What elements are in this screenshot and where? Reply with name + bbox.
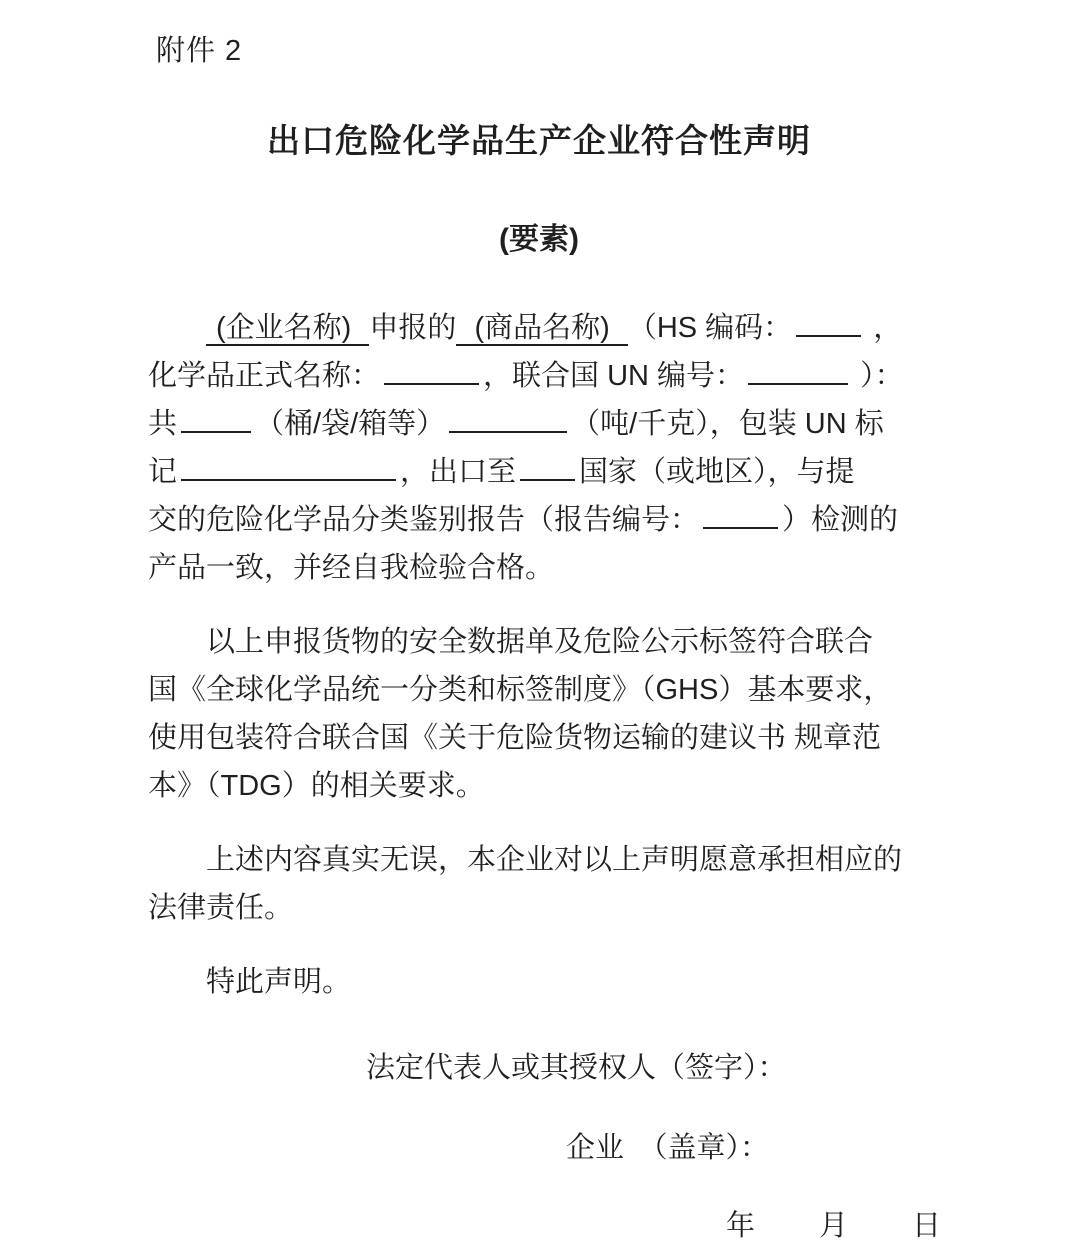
text-segment: 以上申报货物的安全数据单及危险公示标签符合联合 xyxy=(206,626,874,658)
underlined-field: (企业名称) xyxy=(206,312,369,346)
body-line xyxy=(148,762,930,810)
text-segment: 共 xyxy=(148,408,178,440)
text-segment: 国家（或地区），与提 xyxy=(579,456,855,488)
body-line xyxy=(148,714,930,762)
body-line xyxy=(148,304,930,352)
text-segment: （桶/袋/箱等） xyxy=(255,408,446,440)
page-title: 出口危险化学品生产企业符合性声明 xyxy=(267,122,811,159)
paragraph xyxy=(148,958,930,1006)
blank-field xyxy=(520,475,575,481)
text-segment: 申报的 xyxy=(369,312,457,344)
attachment-label: 附件 2 xyxy=(156,35,243,67)
document-body xyxy=(148,304,930,1006)
body-line xyxy=(148,544,930,592)
blank-field xyxy=(449,427,567,433)
text-segment: 特此声明。 xyxy=(206,966,352,998)
text-segment: 记 xyxy=(148,456,178,488)
blank-field xyxy=(384,379,479,385)
signature-legal-rep-label: 法定代表人或其授权人（签字）： xyxy=(366,1052,787,1084)
paragraph xyxy=(148,304,930,592)
underlined-field: (商品名称) xyxy=(456,312,627,346)
body-line xyxy=(148,666,930,714)
text-segment: 交的危险化学品分类鉴别报告（报告编号： xyxy=(148,504,700,536)
blank-field xyxy=(181,475,396,481)
page-subtitle: (要素) xyxy=(499,223,579,256)
text-segment: （HS 编码： xyxy=(627,312,793,344)
body-line xyxy=(148,496,930,544)
text-segment: 上述内容真实无误，本企业对以上声明愿意承担相应的 xyxy=(206,844,903,876)
signature-date-line: 年 月 日 xyxy=(726,1210,944,1242)
text-segment: 产品一致，并经自我检验合格。 xyxy=(148,552,555,584)
text-segment: ，出口至 xyxy=(400,456,517,488)
body-line xyxy=(148,884,930,932)
text-segment: ）检测的 xyxy=(782,504,899,536)
text-segment: 国《全球化学品统一分类和标签制度》（GHS）基本要求， xyxy=(148,674,893,706)
body-line xyxy=(148,958,930,1006)
paragraph xyxy=(148,618,930,810)
text-segment: 本》（TDG）的相关要求。 xyxy=(148,770,485,802)
body-line xyxy=(148,400,930,448)
text-segment: 法律责任。 xyxy=(148,892,294,924)
text-segment: 使用包装符合联合国《关于危险货物运输的建议书 规章范 xyxy=(148,722,882,754)
blank-field xyxy=(181,427,251,433)
text-segment: 化学品正式名称： xyxy=(148,360,381,392)
text-segment: （吨/千克），包装 UN 标 xyxy=(571,408,884,440)
blank-field xyxy=(796,331,861,337)
body-line xyxy=(148,836,930,884)
blank-field xyxy=(748,379,848,385)
text-segment: ）： xyxy=(852,360,904,392)
text-segment: ，联合国 UN 编号： xyxy=(483,360,745,392)
blank-field xyxy=(703,523,778,529)
signature-company-seal-label: 企业 （盖章）： xyxy=(566,1132,770,1164)
body-line xyxy=(148,352,930,400)
text-segment: ， xyxy=(865,312,903,344)
paragraph xyxy=(148,836,930,932)
body-line xyxy=(148,448,930,496)
body-line xyxy=(148,618,930,666)
